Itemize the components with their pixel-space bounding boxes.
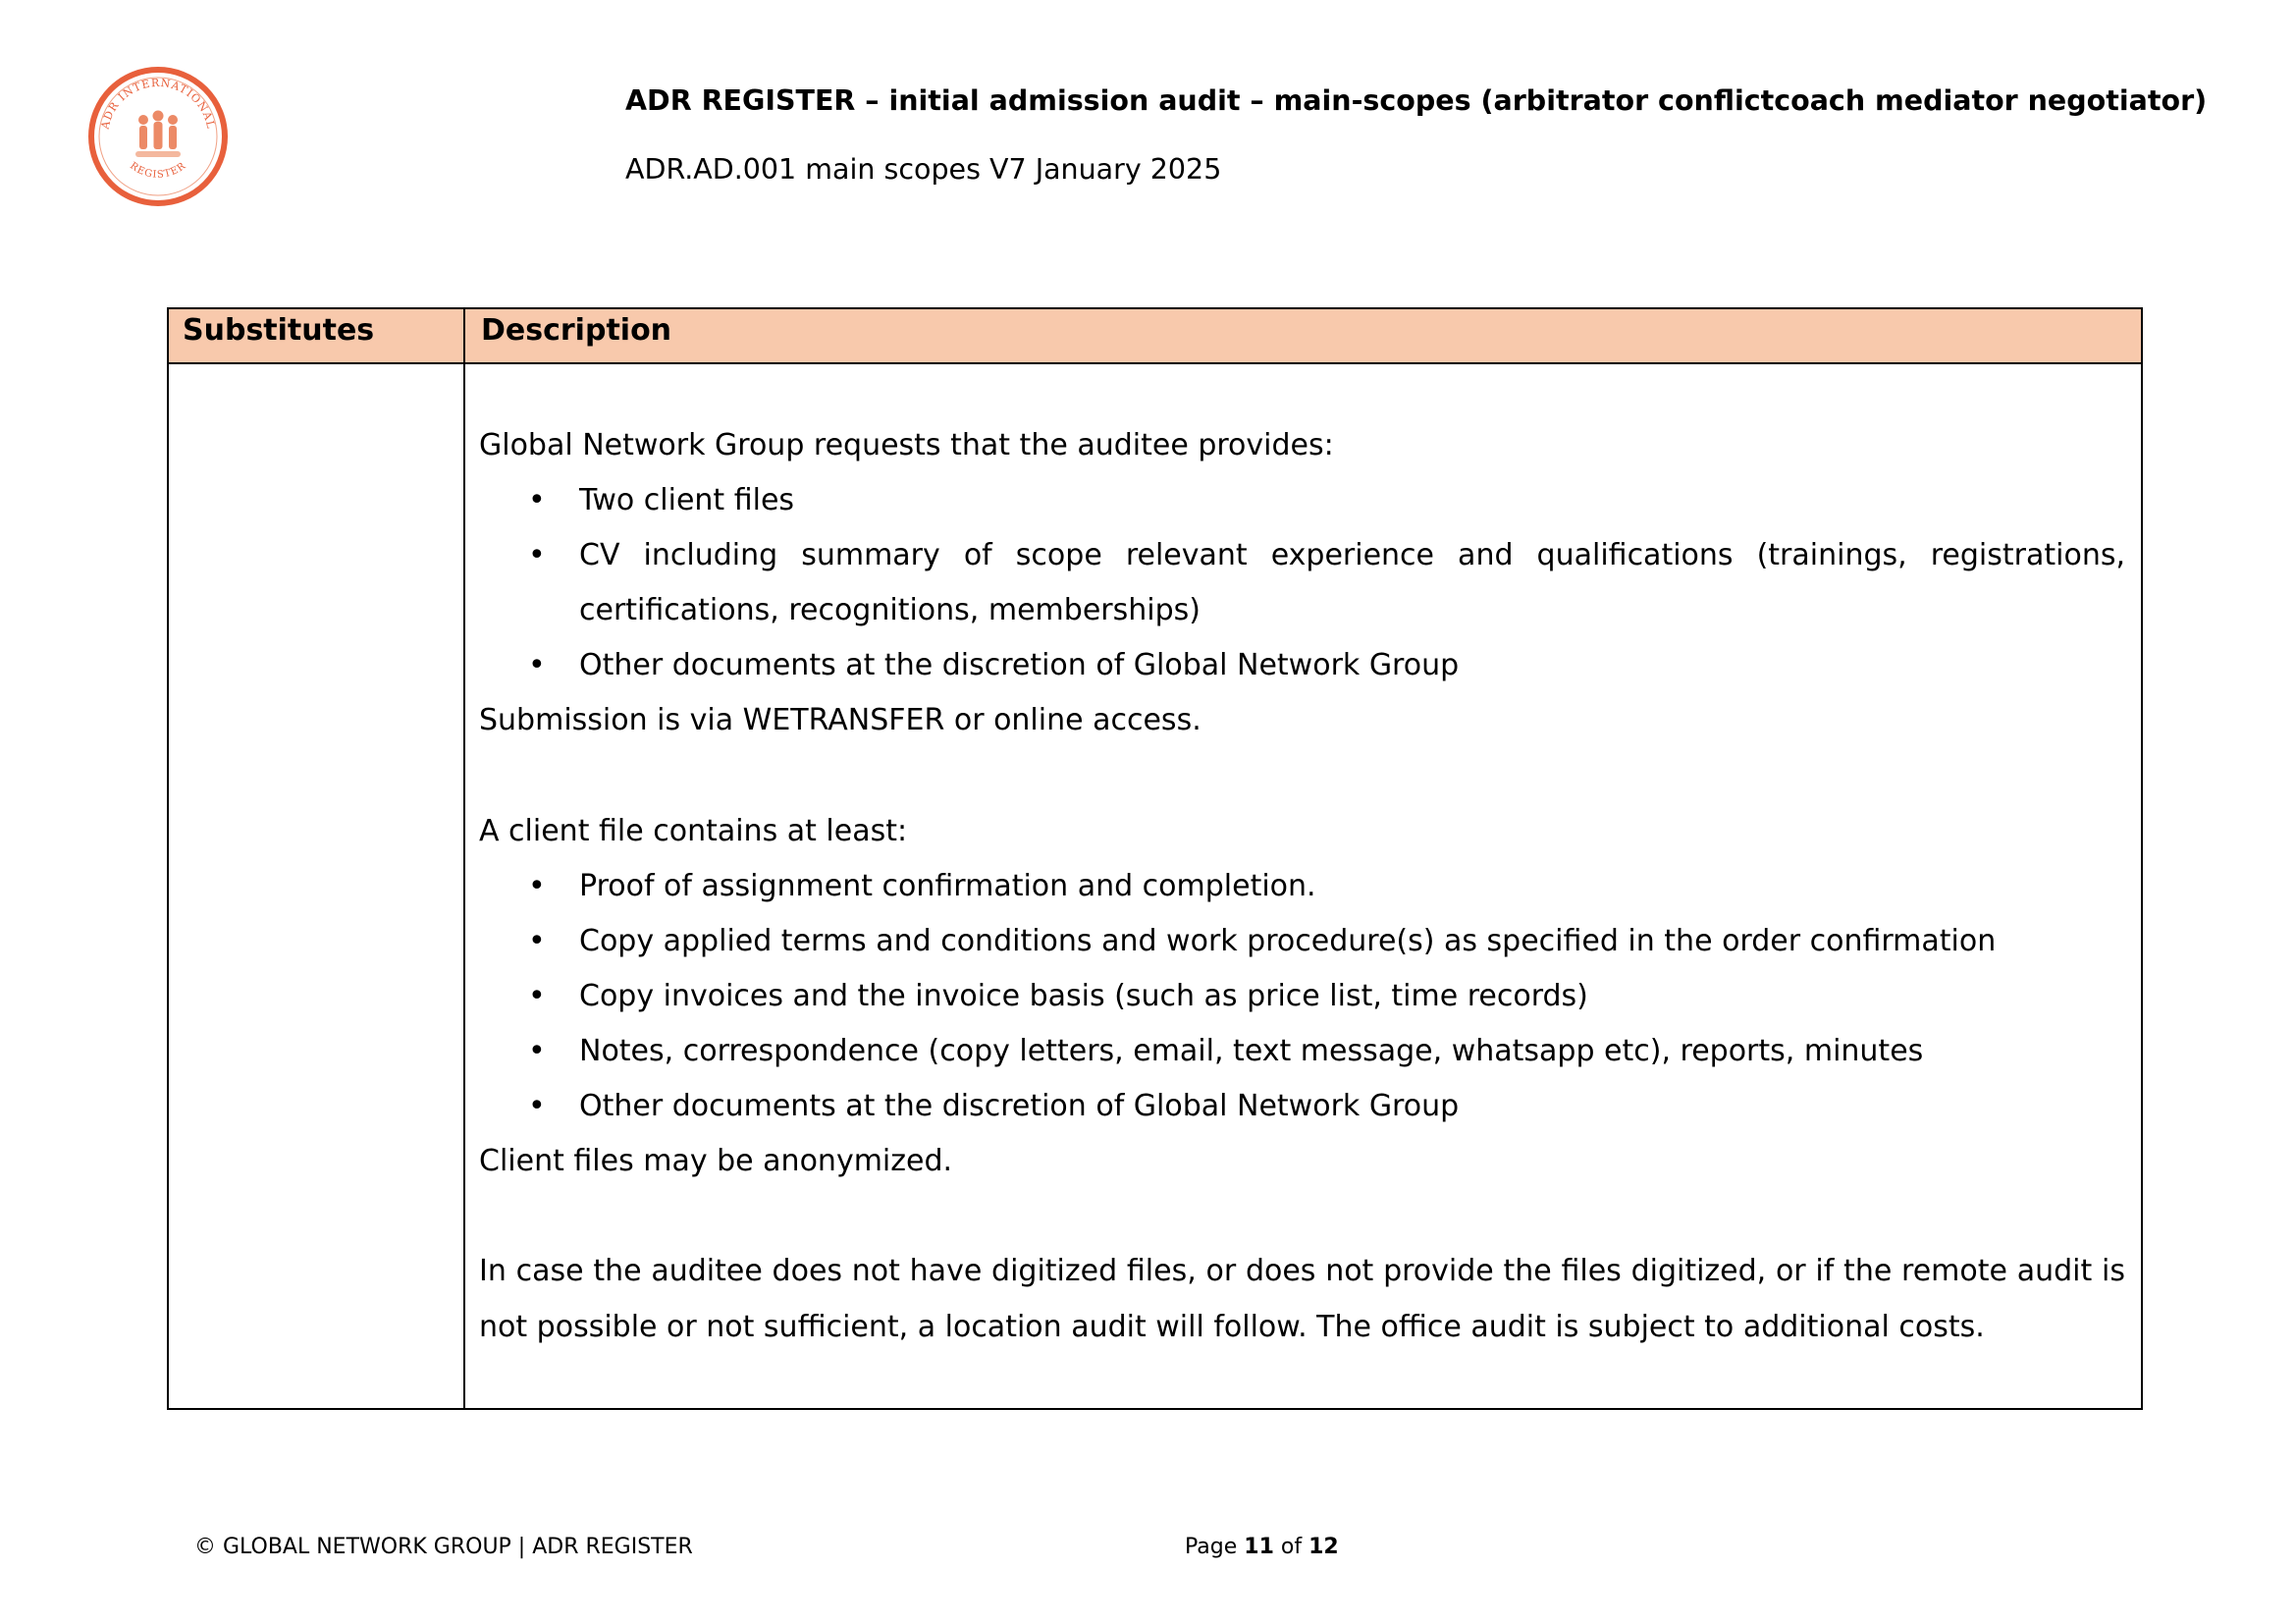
location-audit-note: In case the auditee does not have digitized files, or does not provide the files digitized, or if the remote audit is not possible or not sufficient, a location audit will follow. The office audit is subject to additional costs. <box>479 1254 2125 1344</box>
logo-text-bottom: REGISTER <box>128 160 188 181</box>
total-pages: 12 <box>1308 1535 1339 1559</box>
current-page: 11 <box>1244 1535 1274 1559</box>
bullet-icon: • <box>528 978 546 1013</box>
list-item: • CV including summary of scope relevant experience and qualifications (trainings, registrations, certifications, recognitions, memberships) <box>479 528 2125 638</box>
anonymized-note: Client files may be anonymized. <box>479 1144 953 1179</box>
footer-copyright: © GLOBAL NETWORK GROUP | ADR REGISTER <box>194 1535 693 1559</box>
logo-text-top: ADR INTERNATIONAL <box>98 76 218 131</box>
column-divider <box>463 309 465 1408</box>
list-item: • Other documents at the discretion of Global Network Group <box>479 1079 2125 1134</box>
bullet-icon: • <box>528 648 546 683</box>
list-item: • Notes, correspondence (copy letters, email, text message, whatsapp etc), reports, minutes <box>479 1024 2125 1079</box>
header-substitutes: Substitutes <box>183 313 375 348</box>
list-item: • Proof of assignment confirmation and completion. <box>479 859 2125 914</box>
page-number: Page 11 of 12 <box>1185 1535 1339 1559</box>
list-item: • Copy applied terms and conditions and work procedure(s) as specified in the order confirmation <box>479 914 2125 969</box>
bullet-icon: • <box>528 1089 546 1124</box>
intro-requests: Global Network Group requests that the auditee provides: <box>479 428 1334 462</box>
bullet-icon: • <box>528 923 546 958</box>
document-code: ADR.AD.001 main scopes V7 January 2025 <box>625 153 1222 186</box>
bullet-icon: • <box>528 538 546 573</box>
submission-note: Submission is via WETRANSFER or online access. <box>479 703 1201 738</box>
required-items-list <box>479 473 2125 693</box>
list-item: • Two client files <box>479 473 2125 528</box>
intro-client-file: A client file contains at least: <box>479 813 908 848</box>
bullet-icon: • <box>528 483 546 518</box>
document-title: ADR REGISTER – initial admission audit – main-scopes (arbitrator conflictcoach mediator negotiator) <box>625 84 2208 117</box>
adr-international-register-logo <box>86 65 230 208</box>
description-cell <box>479 418 2125 1355</box>
bullet-icon: • <box>528 868 546 903</box>
bullet-icon: • <box>528 1034 546 1069</box>
client-file-contents-list <box>479 859 2125 1134</box>
substitutes-table <box>167 307 2143 1410</box>
list-item: • Copy invoices and the invoice basis (such as price list, time records) <box>479 969 2125 1024</box>
list-item: • Other documents at the discretion of Global Network Group <box>479 638 2125 693</box>
header-description: Description <box>481 313 672 348</box>
